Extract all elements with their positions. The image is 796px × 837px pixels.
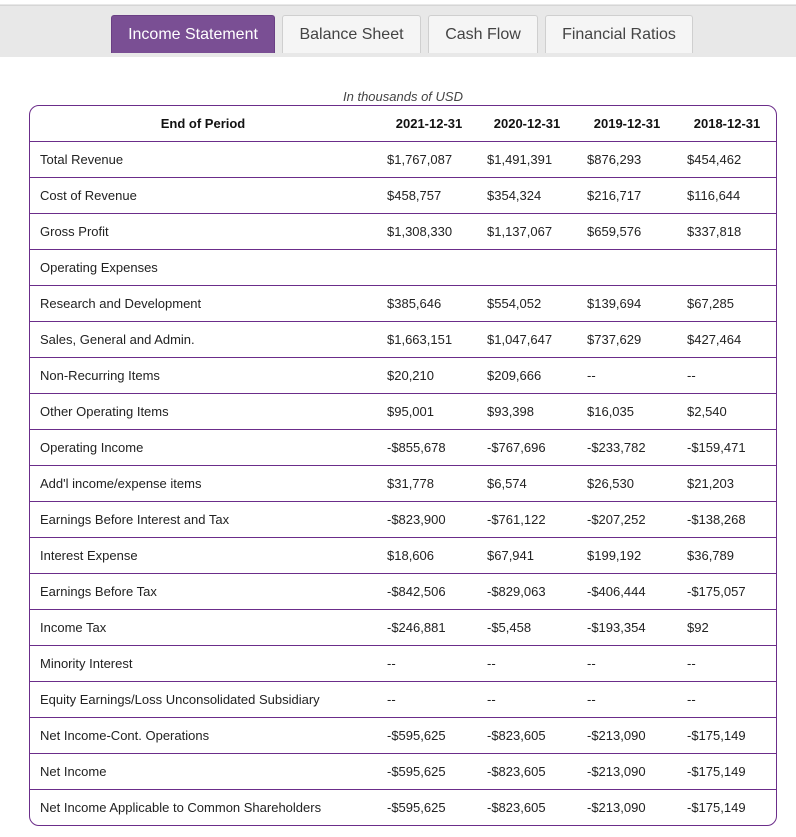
row-label: Sales, General and Admin. bbox=[40, 332, 195, 347]
value-2018: -$175,149 bbox=[687, 800, 746, 815]
table-row bbox=[30, 718, 776, 754]
table-row bbox=[30, 358, 776, 394]
row-label: Non-Recurring Items bbox=[40, 368, 160, 383]
value-2021: -- bbox=[387, 656, 396, 671]
value-2018: $116,644 bbox=[687, 188, 741, 203]
header-end-of-period: End of Period bbox=[160, 116, 246, 131]
value-2020: $354,324 bbox=[487, 188, 542, 203]
table-row bbox=[30, 610, 776, 646]
value-2020: -$761,122 bbox=[487, 512, 546, 527]
value-2019: $199,192 bbox=[587, 548, 642, 563]
value-2018: $2,540 bbox=[687, 404, 727, 419]
table-row bbox=[30, 646, 776, 682]
value-2019: -$213,090 bbox=[587, 728, 646, 743]
value-2020: $1,137,067 bbox=[487, 224, 553, 239]
tab-cash-flow[interactable]: Cash Flow bbox=[428, 15, 538, 53]
row-label: Add'l income/expense items bbox=[40, 476, 202, 491]
row-label: Earnings Before Tax bbox=[40, 584, 157, 599]
table-row bbox=[30, 250, 776, 286]
value-2019: -- bbox=[587, 368, 596, 383]
value-2019: -$193,354 bbox=[587, 620, 646, 635]
value-2020: -$767,696 bbox=[487, 440, 546, 455]
value-2018: -$138,268 bbox=[687, 512, 746, 527]
value-2020: -- bbox=[487, 692, 496, 707]
value-2020: $67,941 bbox=[487, 548, 534, 563]
value-2018: $337,818 bbox=[687, 224, 742, 239]
value-2021: -$855,678 bbox=[387, 440, 446, 455]
value-2021: $1,308,330 bbox=[387, 224, 453, 239]
value-2021: $1,663,151 bbox=[387, 332, 453, 347]
value-2019: -- bbox=[587, 656, 596, 671]
value-2021: -- bbox=[387, 692, 396, 707]
table-row bbox=[30, 754, 776, 790]
tab-balance-sheet[interactable]: Balance Sheet bbox=[282, 15, 421, 53]
value-2021: -$595,625 bbox=[387, 728, 446, 743]
value-2019: $139,694 bbox=[587, 296, 642, 311]
row-label: Operating Expenses bbox=[40, 260, 158, 275]
value-2019: $216,717 bbox=[587, 188, 642, 203]
value-2020: $554,052 bbox=[487, 296, 542, 311]
tab-income-statement[interactable]: Income Statement bbox=[111, 15, 275, 53]
value-2021: $31,778 bbox=[387, 476, 434, 491]
value-2019: $26,530 bbox=[587, 476, 634, 491]
value-2019: -$406,444 bbox=[587, 584, 646, 599]
value-2019: -- bbox=[587, 692, 596, 707]
value-2018: -- bbox=[687, 692, 696, 707]
value-2020: -$823,605 bbox=[487, 800, 546, 815]
table-header-row bbox=[30, 106, 776, 142]
value-2020: $1,047,647 bbox=[487, 332, 553, 347]
table-row bbox=[30, 178, 776, 214]
value-2018: $427,464 bbox=[687, 332, 742, 347]
value-2019: -$233,782 bbox=[587, 440, 646, 455]
table-row bbox=[30, 322, 776, 358]
value-2020: $6,574 bbox=[487, 476, 527, 491]
row-label: Operating Income bbox=[40, 440, 144, 455]
table-row bbox=[30, 790, 776, 826]
table-row bbox=[30, 682, 776, 718]
row-label: Earnings Before Interest and Tax bbox=[40, 512, 230, 527]
value-2019: $659,576 bbox=[587, 224, 642, 239]
value-2020: -$5,458 bbox=[487, 620, 532, 635]
value-2018: -$175,149 bbox=[687, 728, 746, 743]
value-2019: -$213,090 bbox=[587, 764, 646, 779]
tab-financial-ratios[interactable]: Financial Ratios bbox=[545, 15, 693, 53]
value-2018: -$159,471 bbox=[687, 440, 746, 455]
table-row bbox=[30, 142, 776, 178]
row-label: Minority Interest bbox=[40, 656, 133, 671]
value-2018: $21,203 bbox=[687, 476, 734, 491]
value-2018: $454,462 bbox=[687, 152, 742, 167]
table-row bbox=[30, 466, 776, 502]
value-2018: $67,285 bbox=[687, 296, 734, 311]
table-row bbox=[30, 214, 776, 250]
value-2021: $385,646 bbox=[387, 296, 442, 311]
value-2021: -$595,625 bbox=[387, 800, 446, 815]
table-row bbox=[30, 430, 776, 466]
value-2021: -$246,881 bbox=[387, 620, 446, 635]
value-2021: $20,210 bbox=[387, 368, 434, 383]
table-row bbox=[30, 502, 776, 538]
value-2018: -$175,057 bbox=[687, 584, 746, 599]
value-2018: $92 bbox=[687, 620, 709, 635]
value-2020: -$823,605 bbox=[487, 728, 546, 743]
value-2021: $95,001 bbox=[387, 404, 434, 419]
value-2021: -$842,506 bbox=[387, 584, 446, 599]
row-label: Net Income bbox=[40, 764, 107, 779]
row-label: Net Income Applicable to Common Shareholders bbox=[40, 800, 322, 815]
row-label: Income Tax bbox=[40, 620, 107, 635]
value-2021: -$823,900 bbox=[387, 512, 446, 527]
value-2019: $16,035 bbox=[587, 404, 634, 419]
header-2020: 2020-12-31 bbox=[493, 116, 561, 131]
row-label: Gross Profit bbox=[40, 224, 109, 239]
value-2020: $209,666 bbox=[487, 368, 542, 383]
value-2020: -$823,605 bbox=[487, 764, 546, 779]
row-label: Cost of Revenue bbox=[40, 188, 137, 203]
table-row bbox=[30, 538, 776, 574]
header-2019: 2019-12-31 bbox=[593, 116, 661, 131]
value-2018: -- bbox=[687, 368, 696, 383]
row-label: Other Operating Items bbox=[40, 404, 169, 419]
value-2019: -$207,252 bbox=[587, 512, 646, 527]
value-2018: -$175,149 bbox=[687, 764, 746, 779]
value-2019: -$213,090 bbox=[587, 800, 646, 815]
row-label: Total Revenue bbox=[40, 152, 124, 167]
value-2019: $737,629 bbox=[587, 332, 642, 347]
row-label: Equity Earnings/Loss Unconsolidated Subsidiary bbox=[40, 692, 320, 707]
value-2019: $876,293 bbox=[587, 152, 642, 167]
value-2018: $36,789 bbox=[687, 548, 734, 563]
row-label: Research and Development bbox=[40, 296, 202, 311]
table-row bbox=[30, 394, 776, 430]
table-row bbox=[30, 286, 776, 322]
value-2020: -$829,063 bbox=[487, 584, 546, 599]
value-2021: $458,757 bbox=[387, 188, 442, 203]
header-2021: 2021-12-31 bbox=[395, 116, 463, 131]
table-caption: In thousands of USD bbox=[343, 89, 463, 104]
row-label: Interest Expense bbox=[40, 548, 138, 563]
value-2021: $1,767,087 bbox=[387, 152, 453, 167]
income-statement-table bbox=[29, 105, 777, 826]
value-2021: $18,606 bbox=[387, 548, 434, 563]
value-2020: $93,398 bbox=[487, 404, 534, 419]
value-2018: -- bbox=[687, 656, 696, 671]
value-2021: -$595,625 bbox=[387, 764, 446, 779]
tab-bar bbox=[0, 0, 796, 57]
row-label: Net Income-Cont. Operations bbox=[40, 728, 210, 743]
table-row bbox=[30, 574, 776, 610]
value-2020: -- bbox=[487, 656, 496, 671]
header-2018: 2018-12-31 bbox=[693, 116, 761, 131]
value-2020: $1,491,391 bbox=[487, 152, 553, 167]
